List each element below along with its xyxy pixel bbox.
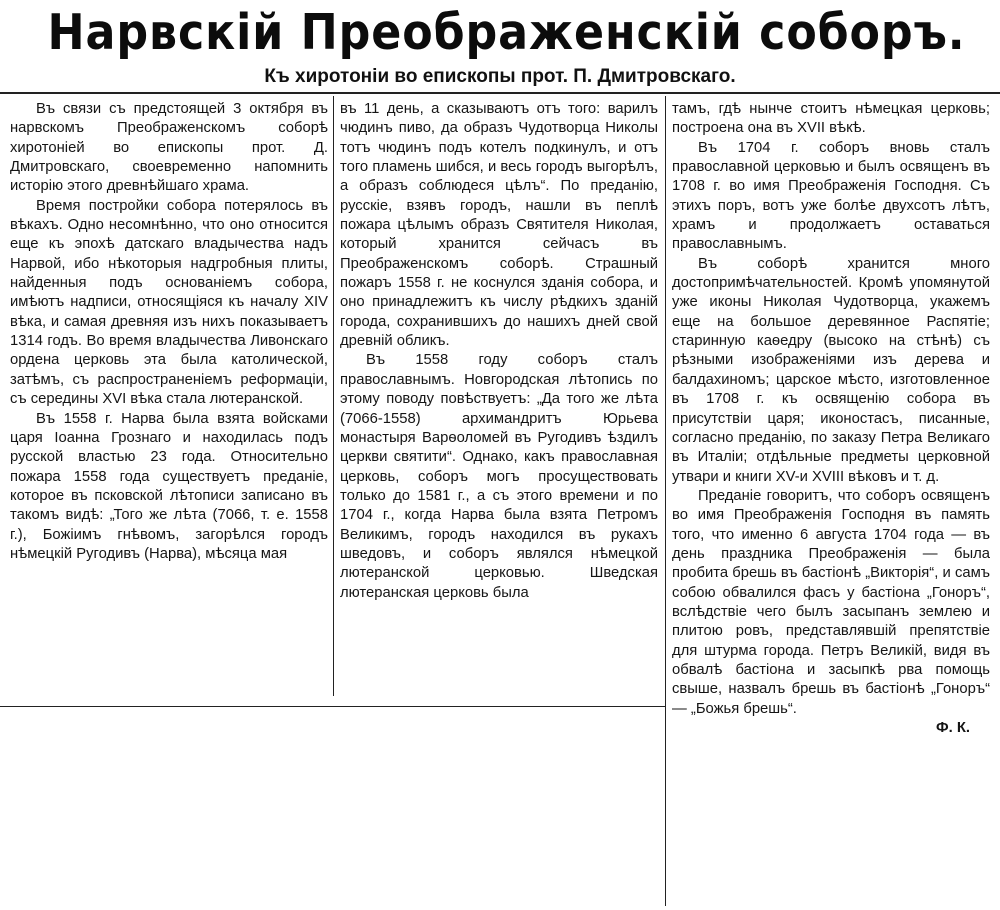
article-column-1 bbox=[10, 100, 328, 564]
top-rule bbox=[0, 92, 1000, 94]
article-paragraph: Преданіе говоритъ, что соборъ освященъ во имя Преображенія Господня въ память того, что именно 6 августа 1704 года — въ день праздника Преображенія — была пробита брешь въ бастіонѣ „Викторія“, и самъ собою обвалился фасъ у бастіона „Гоноръ“, вслѣдствіе чего былъ засыпанъ землею и плитою ровъ, представлявшій препятствіе для штурма города. Петръ Великій, видя въ обвалѣ бастіона и засыпкѣ рва помощь свыше, назвалъ брешь въ бастіонѣ „Гоноръ“ — „Божья брешь“. bbox=[672, 487, 990, 717]
author-signature: Ф. К. bbox=[936, 720, 970, 736]
article-paragraph: Въ 1558 году соборъ сталъ православнымъ. Новгородская лѣтопись по этому поводу повѣствуетъ: „Да того же лѣта (7066-1558) архимандритъ Юрьева монастыря Варѳоломей въ Ругодивъ ѣздилъ церкви святити“. Однако, какъ православная церковь, соборъ могъ просуществовать только до 1581 г., а съ этого времени и по 1704 г., когда Нарва была взята Петромъ Великимъ, городъ находился въ рукахъ шведовъ, и соборъ являлся нѣмецкой лютеранской церковью. Шведская лютеранская церковь была bbox=[340, 352, 658, 601]
article-paragraph: Въ 1704 г. соборъ вновь сталъ православной церковью и былъ освященъ въ 1708 г. во имя Преображенія Господня. Съ этихъ поръ, вотъ уже болѣе двухсотъ лѣтъ, храмъ и продолжаетъ оставаться православнымъ. bbox=[672, 139, 990, 253]
article-paragraph: въ 11 день, а сказываютъ отъ того: варилъ чюдинъ пиво, да образъ Чудотворца Николы тотъ чюдинъ подъ котелъ подкинулъ, и отъ того пламень шибся, и весь городъ выгорѣлъ, а образъ соблюдеся цѣлъ“. По преданію, русскіе, взявъ городъ, нашли въ пеплѣ пожара цѣлымъ образъ Святителя Николая, который хранится сейчасъ въ Преображенскомъ соборѣ. Страшный пожаръ 1558 г. не коснулся зданія собора, и оно принадлежитъ къ числу рѣдкихъ зданій города, сохранившихъ до нашихъ дней свой древній обликъ. bbox=[340, 101, 658, 350]
article-column-2 bbox=[340, 100, 658, 603]
article-paragraph: Время постройки собора потерялось въ вѣкахъ. Одно несомнѣнно, что оно относится еще къ эпохѣ датскаго владычества надъ Нарвой, ибо нѣкоторыя надгробныя плиты, найденныя подъ основаніемъ собора, имѣютъ надписи, относящіяся къ началу XIV вѣка, и самая древняя изъ нихъ показываетъ 1314 годъ. Во время владычества Ливонскаго ордена церковь эта была католической, затѣмъ, съ распространеніемъ реформаціи, съ середины XVI вѣка стала лютеранской. bbox=[10, 197, 328, 408]
article-paragraph: Въ соборѣ хранится много достопримѣчательностей. Кромѣ упомянутой уже иконы Николая Чудотворца, укажемъ еще на большое деревянное Распятіе; старинную каѳедру (высоко на стѣнѣ) съ рѣзными изображеніями изъ дерева и балдахиномъ; царское мѣсто, изготовленное въ 1708 г. къ освященію собора въ присутствіи царя; иконостасъ, писанные, согласно преданію, по заказу Петра Великаго въ Италіи; отдѣльные предметы церковной утвари и книги XV-и XVIII вѣковъ и т. д. bbox=[672, 255, 990, 485]
column-divider bbox=[333, 96, 334, 696]
article-paragraph: Въ связи съ предстоящей 3 октября въ нарвскомъ Преображенскомъ соборѣ хиротоніей во епископы прот. Д. Дмитровскаго, своевременно напомнить исторію этого древнѣйшаго храма. bbox=[10, 101, 328, 195]
article-title: Нарвскій Преображенскій соборъ. bbox=[47, 4, 966, 61]
article-column-3 bbox=[672, 100, 990, 738]
bottom-rule bbox=[0, 706, 666, 707]
article-subtitle: Къ хиротоніи во епископы прот. П. Дмитровскаго. bbox=[264, 66, 736, 87]
article-paragraph: тамъ, гдѣ нынче стоитъ нѣмецкая церковь; построена она въ XVII вѣкѣ. bbox=[672, 101, 990, 137]
column-divider bbox=[665, 96, 666, 906]
article-paragraph: Въ 1558 г. Нарва была взята войсками царя Іоанна Грознаго и находилась подъ русской властью 23 года. Относительно пожара 1558 года существуетъ преданіе, которое въ псковской лѣтописи записано въ такомъ видѣ: „Того же лѣта (7066, т. е. 1558 г.), Божіимъ гнѣвомъ, загорѣлся городъ нѣмецкій Ругодивъ (Нарва), мѣсяца мая bbox=[10, 410, 328, 562]
